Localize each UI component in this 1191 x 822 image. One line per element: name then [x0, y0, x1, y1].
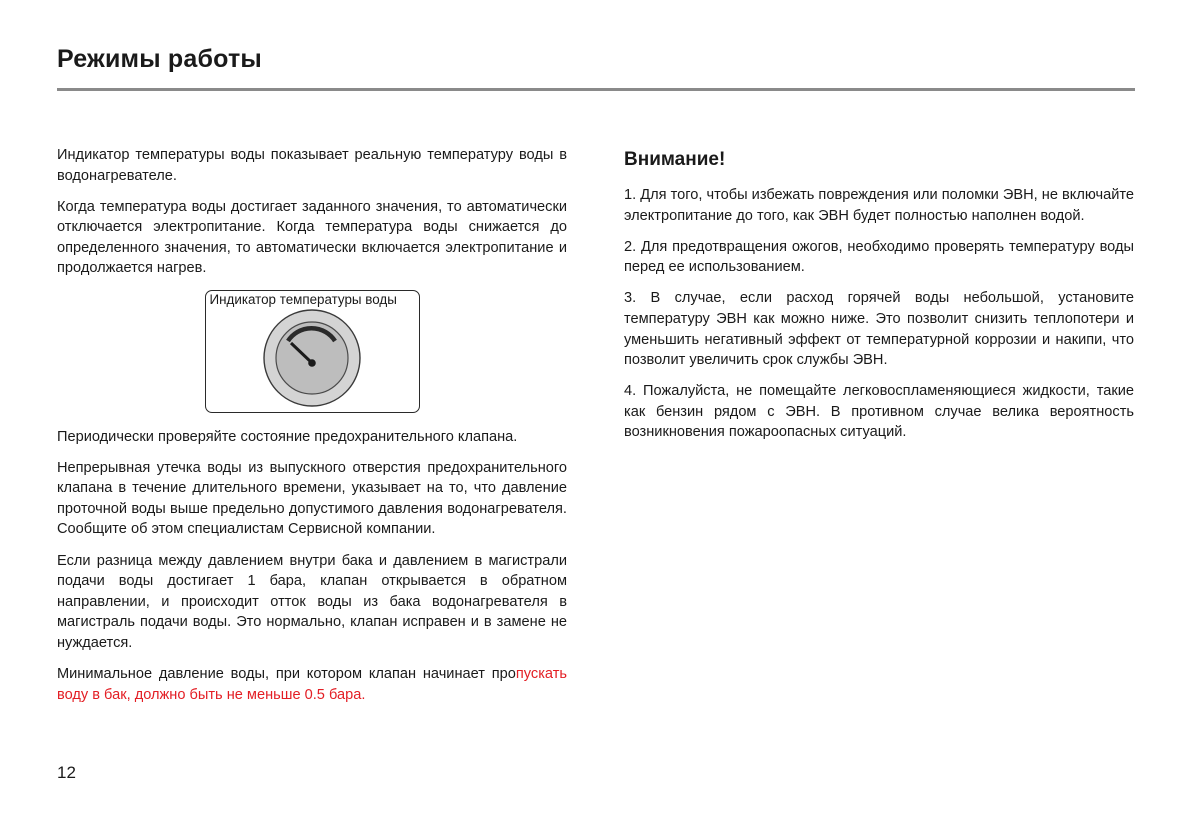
page-number: 12: [57, 763, 76, 782]
paragraph-check-valve: Периодически проверяйте состояние предохранительного клапана.: [57, 428, 518, 445]
warning-item-4: 4. Пожалуйста, не помещайте легковоспламеняющиеся жидкости, такие как бензин рядом с ЭВН. В противном случае велика вероятность возникновения пожароопасных ситуаций.: [624, 383, 1134, 441]
page-title: Режимы работы: [57, 45, 262, 73]
warning-item-3: 3. В случае, если расход горячей воды небольшой, установите температуру ЭВН как можно ниже. Это позволит снизить теплопотери и уменьшить негативный эффект от температурной коррозии и накипи, что позволит увеличить срок службы ЭВН.: [624, 290, 1134, 369]
paragraph-auto-heating: Когда температура воды достигает заданного значения, то автоматически отключается электропитание. Когда температура воды снижается до определенного значения, то автоматически включается электропитание и продолжается нагрев.: [57, 198, 567, 277]
paragraph-min-pressure: [57, 664, 567, 705]
warning-item-2: 2. Для предотвращения ожогов, необходимо проверять температуру воды перед ее использованием.: [624, 238, 1134, 276]
indicator-label: Индикатор температуры воды: [209, 291, 397, 307]
temperature-indicator-figure: [205, 290, 420, 413]
temperature-gauge-icon: [261, 307, 363, 409]
paragraph-indicator-intro: Индикатор температуры воды показывает реальную температуру воды в водонагревателе.: [57, 147, 567, 184]
right-column: [624, 145, 1134, 454]
title-divider: [57, 88, 1135, 91]
paragraph-pressure-difference: Если разница между давлением внутри бака и давлением в магистрали подачи воды достигает 1 бара, клапан открывается в обратном направлении, и происходит отток воды из бака водонагревателя в магистраль подачи воды. Это нормально, клапан исправен и в замене не нуждается.: [57, 552, 567, 651]
warning-title: Внимание!: [624, 149, 726, 170]
min-pressure-text: Минимальное давление воды, при котором клапан начинает про: [57, 666, 516, 682]
warning-item-1: 1. Для того, чтобы избежать повреждения или поломки ЭВН, не включайте электропитание до того, как ЭВН будет полностью наполнен водой.: [624, 187, 1134, 224]
paragraph-valve-leak: Непрерывная утечка воды из выпускного отверстия предохранительного клапана в течение длительного времени, указывает на то, что давление проточной воды выше предельно допустимого давления водонагревателя. Сообщите об этом специалистам Сервисной компании.: [57, 459, 567, 538]
min-pressure-highlight: пускать воду в бак, должно быть не меньше 0.5 бара.: [57, 666, 567, 703]
left-column: [57, 145, 567, 716]
